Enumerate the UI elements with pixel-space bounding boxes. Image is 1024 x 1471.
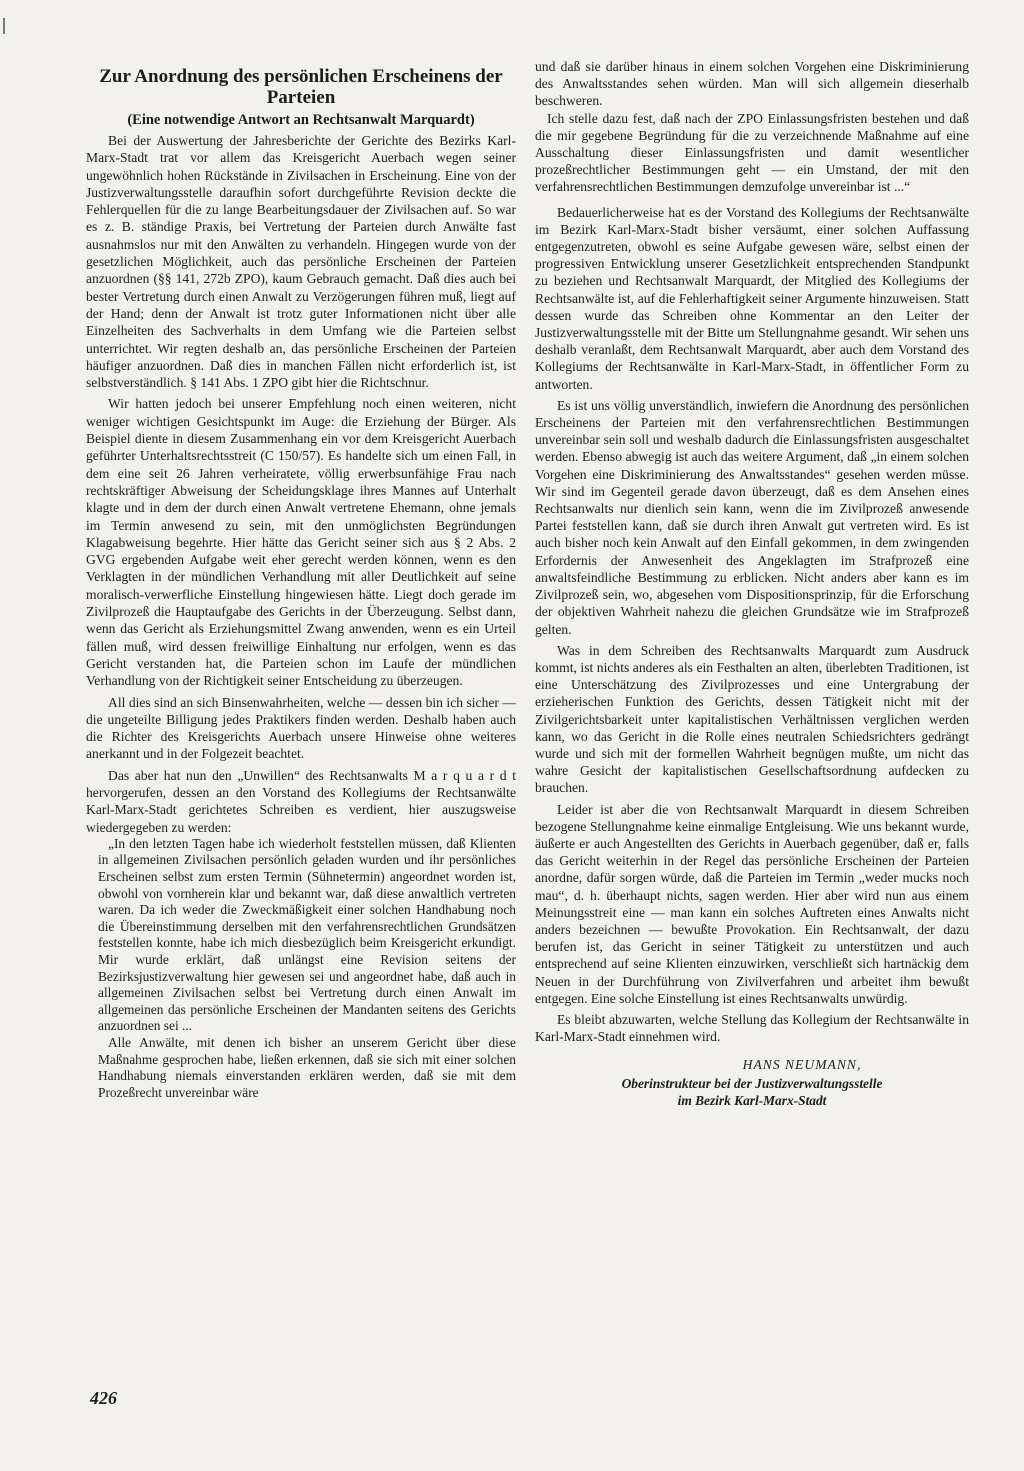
article-subtitle: (Eine notwendige Antwort an Rechtsanwalt Marquardt) — [127, 112, 475, 128]
quoted-letter-part-1 — [86, 836, 516, 1102]
quote-paragraph: „In den letzten Tagen habe ich wiederholt feststellen müssen, daß Klienten in allgemeinen Zivilsachen persönlich geladen wurden und ihr persönliches Erscheinen selbst zum ersten Termin (Sühnetermin) angeordnet worden ist, obwohl von vornherein klar und bekannt war, daß diese anwaltlich vertreten waren. Da ich weder die Zweckmäßigkeit einer solchen Handhabung noch die Übereinstimmung derselben mit den verfahrensrechtlichen Grundsätzen feststellen konnte, habe ich mich diesbezüglich beim Kreisgericht erkundigt. Mir wurde erklärt, daß unlängst eine Revision seitens der Bezirksjustizverwaltung hier gewesen sei und angeordnet habe, daß auch in allgemeinen Zivilsachen selbst bei Vertretung durch einen Anwalt im allgemeinen das persönliche Erscheinen der Mandanten seitens des Gerichts anzuordnen sei ... — [98, 835, 516, 1034]
author-location: im Bezirk Karl-Marx-Stadt — [677, 1093, 827, 1109]
author-role: Oberinstrukteur bei der Justizverwaltungsstelle — [621, 1076, 883, 1092]
paragraph: All dies sind an sich Binsenwahrheiten, welche — dessen bin ich sicher — die ungeteilte Billigung jedes Praktikers finden werden. Deshalb haben auch die Richter des Kreisgerichts Auerbach unsere Hinweise ohne weiteres anerkannt und in der Folgezeit beachtet. — [86, 694, 516, 762]
paragraph: Leider ist aber die von Rechtsanwalt Marquardt in diesem Schreiben bezogene Stellungnahme keine einmalige Entgleisung. Wie uns bekannt wurde, äußerte er auch Angestellten des Gerichts in Auerbach gegenüber, daß er, falls das Gericht weiterhin in der Regel das persönliche Erscheinen der Parteien anordne, dafür sorgen würde, daß die Parteien im Termin „weder mucks noch mau“, d. h. überhaupt nichts, sagen werden. Hier aber wird nun aus einem Meinungsstreit eine — man kann ein solches Auftreten eines Anwalts nicht anders bezeichnen — bewußte Provokation. Ein Rechtsanwalt, der dazu berufen ist, das Gericht in seiner Tätigkeit zu unterstützen und auch entsprechend auf seine Klienten einzuwirken, verschließt sich hartnäckig dem Neuen in der Durchführung von Zivilverfahren und arbeitet ihm bewußt entgegen. Eine solche Einstellung ist eines Rechtsanwalts unwürdig. — [535, 801, 969, 1006]
author-name: HANS NEUMANN, — [742, 1057, 862, 1073]
quote-paragraph: Alle Anwälte, mit denen ich bisher an unserem Gericht über diese Maßnahme gesprochen habe, ließen erkennen, daß sie sich mit einer solchen Handhabung niemals einverstanden erklären werden, daß sie mit dem Prozeßrecht unvereinbar wäre — [98, 1035, 516, 1100]
paragraph: Das aber hat nun den „Unwillen“ des Rechtsanwalts M a r q u a r d t hervorgerufen, dessen an den Vorstand des Kollegiums der Rechtsanwälte Karl-Marx-Stadt gerichtetes Schreiben es verdient, hier auszugsweise wiedergegeben zu werden: — [86, 767, 516, 835]
quote-paragraph: Ich stelle dazu fest, daß nach der ZPO Einlassungsfristen bestehen und daß die mir gegebene Begründung für die zu verzeichnende Maßnahme auf eine Ausschaltung dieser Einlassungsfristen und damit wesentlicher prozeßrechtlicher Bestimmungen geht — ein Umstand, der mit den verfahrensrechtlichen Bestimmungen demzufolge unvereinbar ist ...“ — [535, 110, 969, 195]
page-number: 426 — [90, 1388, 117, 1408]
right-column — [535, 58, 969, 1109]
margin-mark — [3, 18, 5, 34]
paragraph: Was in dem Schreiben des Rechtsanwalts Marquardt zum Ausdruck kommt, ist nichts anderes als ein Festhalten an alten, überlebten Traditionen, ist eine Unterschätzung des Zivilprozesses und eine Untergrabung der erzieherischen Funktion des Gerichts, dessen Tätigkeit nicht mit der Zivilgerichtsbarkeit unter kapitalistischen Verhältnissen verglichen werden kann, wo das Gericht in die Rolle eines neutralen Schiedsrichters gedrängt wurde und sich mit der formellen Wahrheit begnügen mußte, um nicht das wahre Gesicht der kapitalistischen Gesellschaftsordnung aufdecken zu brauchen. — [535, 642, 969, 796]
paragraph: Es bleibt abzuwarten, welche Stellung das Kollegium der Rechtsanwälte in Karl-Marx-Stadt einnehmen wird. — [535, 1011, 969, 1045]
quoted-letter-part-2 — [535, 58, 969, 196]
paragraph: Es ist uns völlig unverständlich, inwiefern die Anordnung des persönlichen Erscheinens der Parteien mit den verfahrensrechtlichen Bestimmungen unvereinbar sein soll und weshalb dadurch die Einlassungsfristen ausgeschaltet werden. Ebenso abwegig ist auch das weitere Argument, daß „in einem solchen Vorgehen eine Diskriminierung des Anwaltsstandes“ gesehen werden müsse. Wir sind im Gegenteil gerade davon überzeugt, daß es dem Ansehen eines Rechtsanwalts nur dienlich sein kann, wenn die im Zivilprozeß anwesende Partei feststellen kann, daß sie durch ihren Anwalt gut vertreten wird. Es ist auch bisher noch kein Anwalt auf den Einfall gekommen, in dem zwingenden Erfordernis der Anwesenheit des Angeklagten im Strafprozeß eine anwaltsfeindliche Bestimmung zu erblicken. Nicht anders aber kann es im Zivilprozeß sein, wo, abgesehen vom Dispositionsprinzip, für die Erforschung der objektiven Wahrheit nahezu die gleichen Grundsätze wie im Strafprozeß gelten. — [535, 397, 969, 637]
paragraph: Bei der Auswertung der Jahresberichte der Gerichte des Bezirks Karl-Marx-Stadt trat vor allem das Kreisgericht Auerbach wegen seiner ungewöhnlich hohen Rückstände in Zivilsachen in Erscheinung. Eine von der Justizverwaltungsstelle daraufhin sofort durchgeführte Revision deckte die Fehlerquellen für die zu lange Bearbeitungsdauer der Zivilsachen auf. So war es z. B. ständige Praxis, bei Vertretung der Parteien durch Anwälte fast ausnahmslos nur mit den Anwälten zu verhandeln. Hingegen wurde von der gesetzlichen Möglichkeit, auch das persönliche Erscheinen der Parteien anzuordnen (§§ 141, 272b ZPO), kaum Gebrauch gemacht. Daß dies auch bei bester Vertretung durch einen Anwalt zu Verzögerungen führen muß, liegt auf der Hand; denn der Anwalt ist trotz guter Informationen nicht über alle Einzelheiten des Sachverhalts in dem Umfang wie die Parteien selbst unterrichtet. Wir regten deshalb an, das persönliche Erscheinen der Parteien häufiger anzuordnen. Daß dies in manchen Fällen nicht erforderlich ist, ist selbstverständlich. § 141 Abs. 1 ZPO gibt hier die Richtschnur. — [86, 133, 516, 391]
signature-block — [535, 1055, 969, 1109]
paragraph: Bedauerlicherweise hat es der Vorstand des Kollegiums der Rechtsanwälte im Bezirk Karl-Marx-Stadt bisher versäumt, einer solchen Auffassung entgegenzutreten, obwohl es seine Aufgabe gewesen wäre, selbst einen der progressiven Entwicklung unserer Gesetzlichkeit entsprechenden Standpunkt zu beziehen und Rechtsanwalt Marquardt, der Mitglied des Kollegiums der Rechtsanwälte ist, auf die Fehlerhaftigkeit seiner Argumente hinzuweisen. Statt dessen wurde das Schreiben ohne Kommentar an den Leiter der Justizverwaltungsstelle mit der Bitte um Stellungnahme gesandt. Wir sehen uns deshalb veranlaßt, dem Rechtsanwalt Marquardt, aber auch dem Vorstand des Kollegiums der Rechtsanwälte in Karl-Marx-Stadt, in öffentlicher Form zu antworten. — [535, 204, 969, 392]
paragraph: Wir hatten jedoch bei unserer Empfehlung noch einen weiteren, nicht weniger wichtigen Gesichtspunkt im Auge: die Erziehung der Bürger. Als Beispiel diente in diesem Zusammenhang ein vor dem Kreisgericht Auerbach geführter Unterhaltsrechtsstreit (C 150/57). Es handelte sich um einen Fall, in dem eine seit 26 Jahren verheiratete, völlig erwerbsunfähige Frau nach rechtskräftiger Abweisung der Scheidungsklage ihres Mannes auf Unterhalt klagte und in dem der durch einen Anwalt vertretene Ehemann, ohne jemals im Termin anwesend zu sein, mit den unmöglichsten Begründungen Klagabweisung begehrte. Hier hätte das Gericht seiner sich aus § 2 Abs. 2 GVG ergebenden Aufgabe weit eher gerecht werden können, wenn es den Verklagten in der mündlichen Verhandlung mit aller Deutlichkeit auf seine moralisch-verwerfliche Einstellung hingewiesen hätte. Liegt doch gerade im Zivilprozeß die Hauptaufgabe des Gerichts in der Überzeugung. Selbst dann, wenn das Gericht als Erziehungsmittel Zwang anwenden, wenn es ein Urteil fällen muß, wird dessen freiwillige Einhaltung nur erfolgen, wenn es das Gericht verstanden hat, die Parteien schon im Laufe der mündlichen Verhandlung von der Richtigkeit seiner Entscheidung zu überzeugen. — [86, 396, 516, 689]
article-title: Zur Anordnung des persönlichen Erscheinens der Parteien — [99, 66, 503, 108]
quote-paragraph: und daß sie darüber hinaus in einem solchen Vorgehen eine Diskriminierung des Anwaltsstandes sehen würden. Man will sich allgemein dieserhalb beschweren. — [535, 59, 969, 109]
left-column — [86, 58, 516, 1101]
